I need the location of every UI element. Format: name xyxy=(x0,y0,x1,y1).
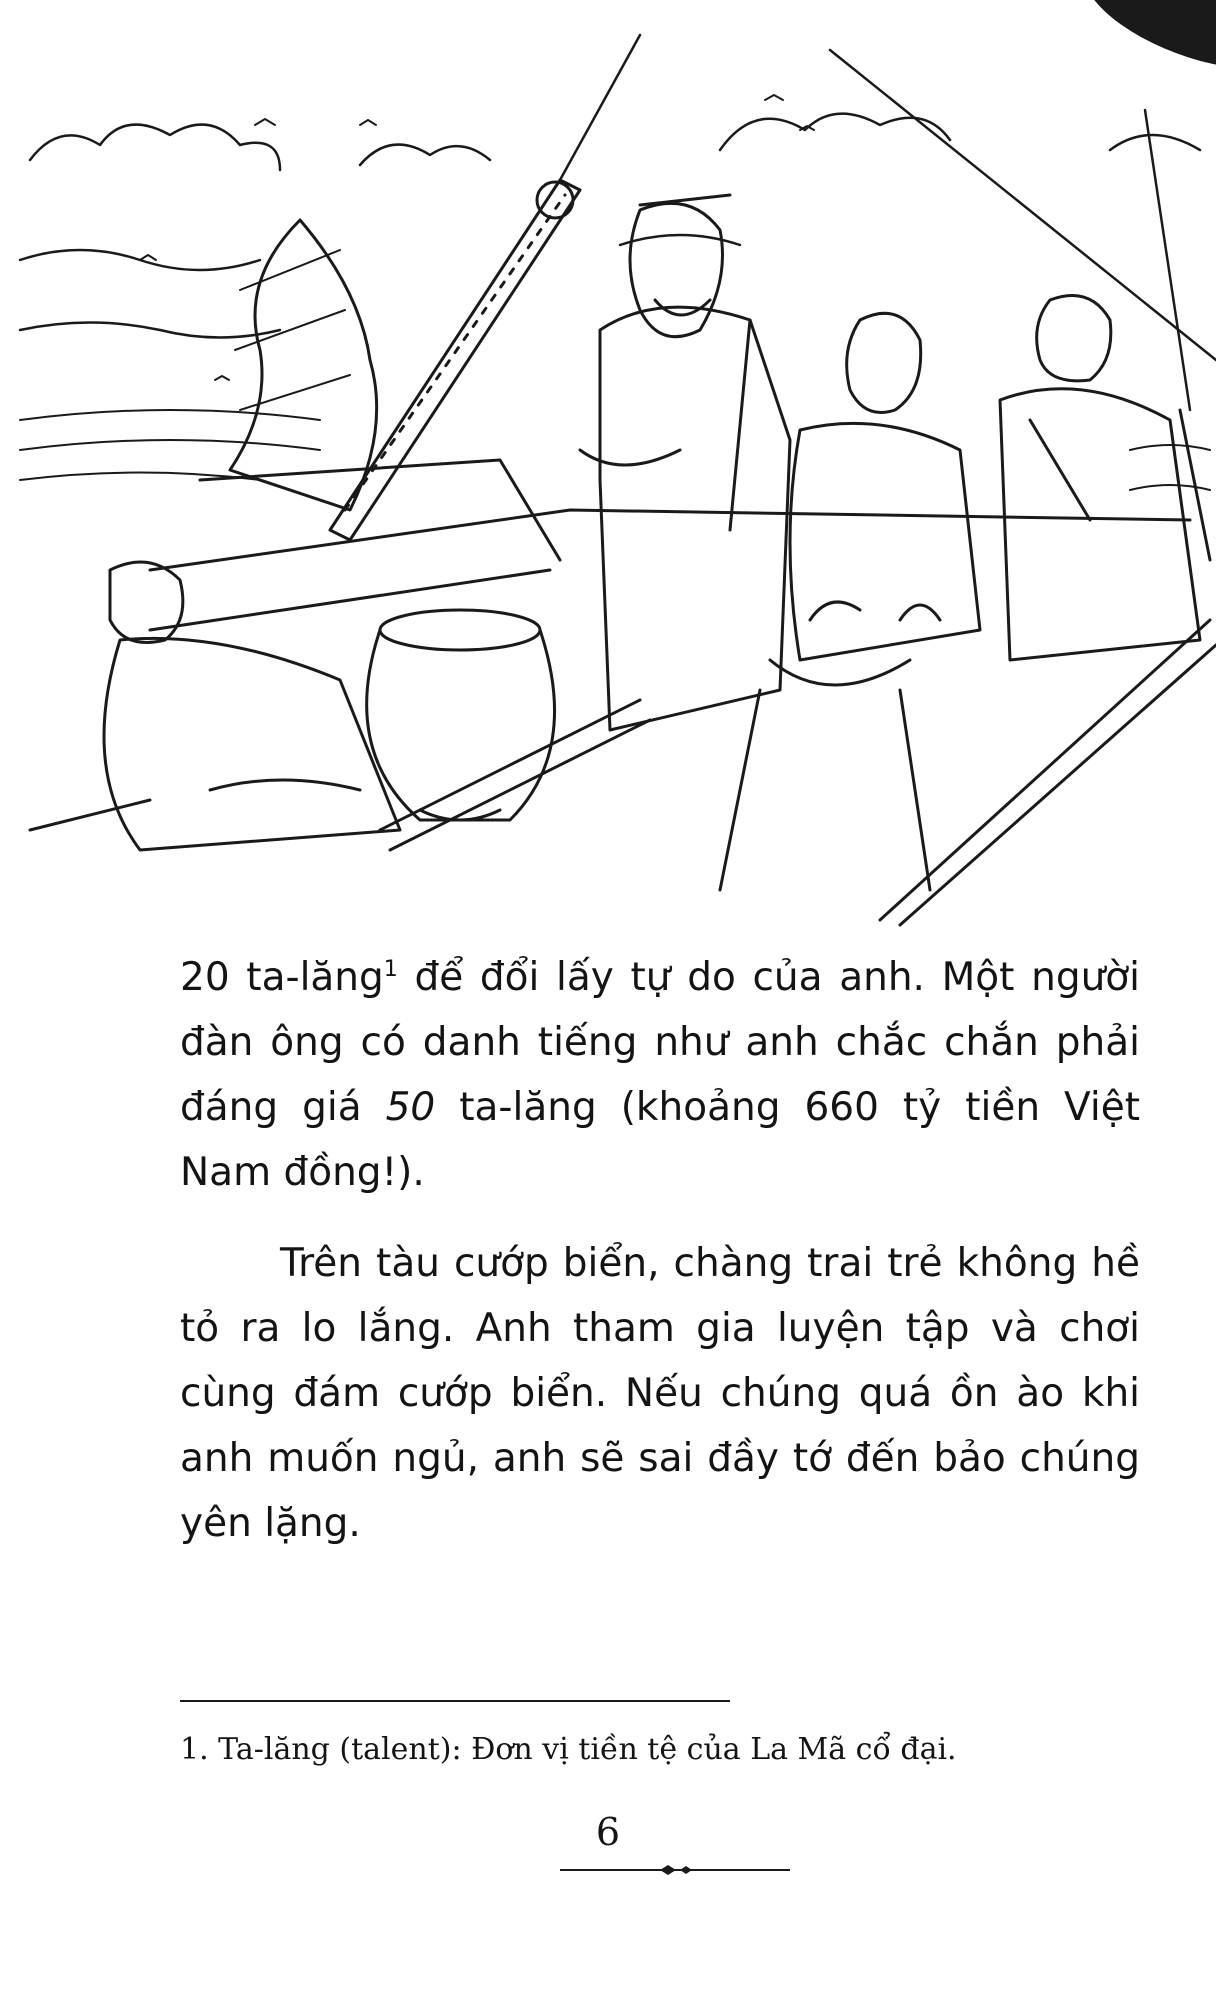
paragraph-1-lead: 20 ta-lăng xyxy=(180,955,384,1000)
young-man xyxy=(720,313,980,890)
paragraph-1-middle: để đổi lấy tự do của anh. Một người đàn ông có danh tiếng như anh chắc chắn phải đáng giá xyxy=(180,955,1140,1130)
paragraph-1-tail: ta-lăng (khoảng 660 tỷ tiền Việt Nam đồng!). xyxy=(180,1085,1140,1195)
paragraph-1 xyxy=(180,945,1140,1205)
footnote: 1. Ta-lăng (talent): Đơn vị tiền tệ của La Mã cổ đại. xyxy=(180,1732,957,1767)
pirate-ship-illustration xyxy=(0,30,1216,930)
rigging xyxy=(560,35,1216,410)
crouching-pirate xyxy=(30,562,400,850)
bald-pirate xyxy=(1000,296,1210,661)
paragraph-2: Trên tàu cướp biển, chàng trai trẻ không hề tỏ ra lo lắng. Anh tham gia luyện tập và chơi cùng đám cướp biển. Nếu chúng quá ồn ào khi anh muốn ngủ, anh sẽ sai đầy tớ đến bảo chúng yên lặng. xyxy=(180,1241,1140,1546)
clouds xyxy=(20,114,1200,338)
page-number: 6 xyxy=(595,1810,621,1854)
footnote-reference: 1 xyxy=(383,957,398,982)
footnote-divider xyxy=(180,1700,730,1702)
body-text xyxy=(180,945,1140,1556)
deck xyxy=(150,460,1190,630)
paragraph-1-emphasis: 50 xyxy=(385,1085,436,1130)
bearded-pirate xyxy=(580,195,790,730)
mast xyxy=(330,180,580,540)
oars xyxy=(380,620,1216,925)
page-number-ornament xyxy=(560,1862,790,1878)
